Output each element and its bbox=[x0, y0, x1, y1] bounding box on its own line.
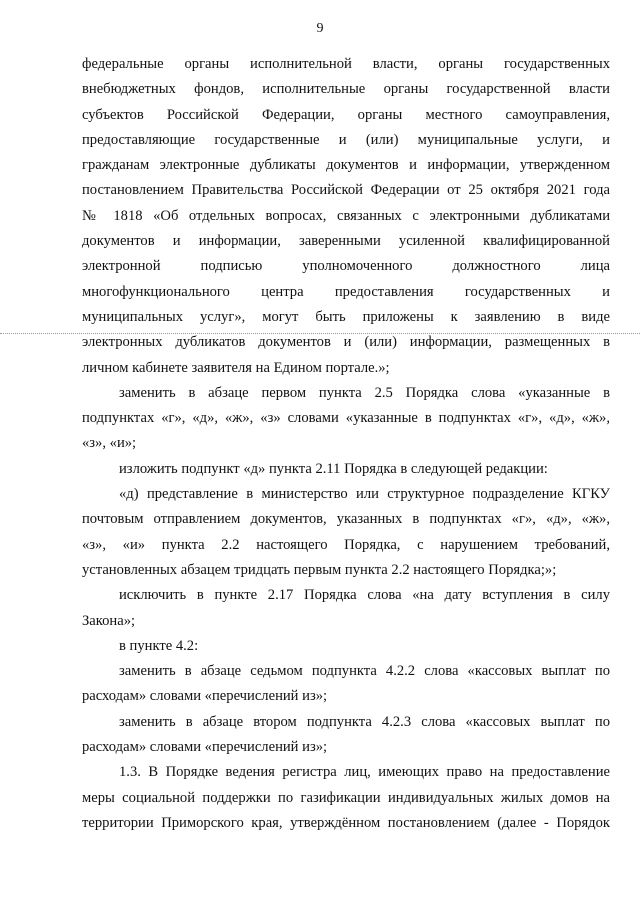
text-line: личном кабинете заявителя на Едином портале.»; bbox=[82, 359, 390, 376]
text-line: территории Приморского края, утверждённом постановлением (далее - Порядок bbox=[82, 814, 610, 831]
text-line: заменить в абзаце седьмом подпункта 4.2.2 слова «кассовых выплат по bbox=[119, 663, 610, 680]
text-line: субъектов Российской Федерации, органы местного самоуправления, bbox=[82, 106, 610, 123]
text-line: установленных абзацем тридцать первым пункта 2.2 настоящего Порядка;»; bbox=[82, 561, 557, 578]
text-line: «з», «и»; bbox=[82, 435, 137, 452]
text-line: меры социальной поддержки по газификации индивидуальных жилых домов на bbox=[82, 789, 610, 806]
text-line: постановлением Правительства Российской Федерации от 25 октября 2021 года bbox=[82, 182, 610, 199]
text-line: заменить в абзаце первом пункта 2.5 Порядка слова «указанные в bbox=[119, 384, 610, 401]
text-line: «д) представление в министерство или структурное подразделение КГКУ bbox=[119, 486, 610, 503]
text-line: муниципальных услуг», могут быть приложены к заявлению в виде bbox=[82, 308, 610, 325]
text-line: исключить в пункте 2.17 Порядка слова «на дату вступления в силу bbox=[119, 587, 610, 604]
text-line: расходам» словами «перечислений из»; bbox=[82, 688, 328, 705]
text-line: изложить подпункт «д» пункта 2.11 Порядка в следующей редакции: bbox=[119, 460, 548, 477]
text-line: гражданам электронные дубликаты документов и информации, утвержденном bbox=[82, 157, 610, 174]
text-line: документов и информации, заверенными усиленной квалифицированной bbox=[82, 233, 610, 250]
text-line: заменить в абзаце втором подпункта 4.2.3 слова «кассовых выплат по bbox=[119, 713, 610, 730]
text-line: федеральные органы исполнительной власти, органы государственных bbox=[82, 56, 610, 72]
text-line: предоставляющие государственные и (или) муниципальные услуги, и bbox=[82, 131, 610, 148]
text-line: № 1818 «Об отдельных вопросах, связанных с электронными дубликатами bbox=[82, 207, 610, 224]
text-line: почтовым отправлением документов, указанных в подпунктах «г», «д», «ж», bbox=[82, 511, 610, 528]
text-line: электронных дубликатов документов и (или) информации, размещенных в bbox=[82, 334, 610, 351]
text-line: «з», «и» пункта 2.2 настоящего Порядка, с нарушением требований, bbox=[82, 536, 610, 553]
document-body bbox=[82, 52, 610, 836]
page-number: 9 bbox=[316, 21, 324, 36]
text-line: Закона»; bbox=[82, 612, 136, 629]
text-line: многофункционального центра предоставления государственных и bbox=[82, 283, 610, 300]
text-line: 1.3. В Порядке ведения регистра лиц, имеющих право на предоставление bbox=[119, 764, 610, 781]
text-line: электронной подписью уполномоченного должностного лица bbox=[82, 258, 610, 275]
text-line: внебюджетных фондов, исполнительные органы государственной власти bbox=[82, 81, 610, 98]
text-line: расходам» словами «перечислений из»; bbox=[82, 739, 328, 756]
text-line: подпунктах «г», «д», «ж», «з» словами «указанные в подпунктах «г», «д», «ж», bbox=[82, 410, 610, 427]
text-line: в пункте 4.2: bbox=[119, 637, 199, 654]
